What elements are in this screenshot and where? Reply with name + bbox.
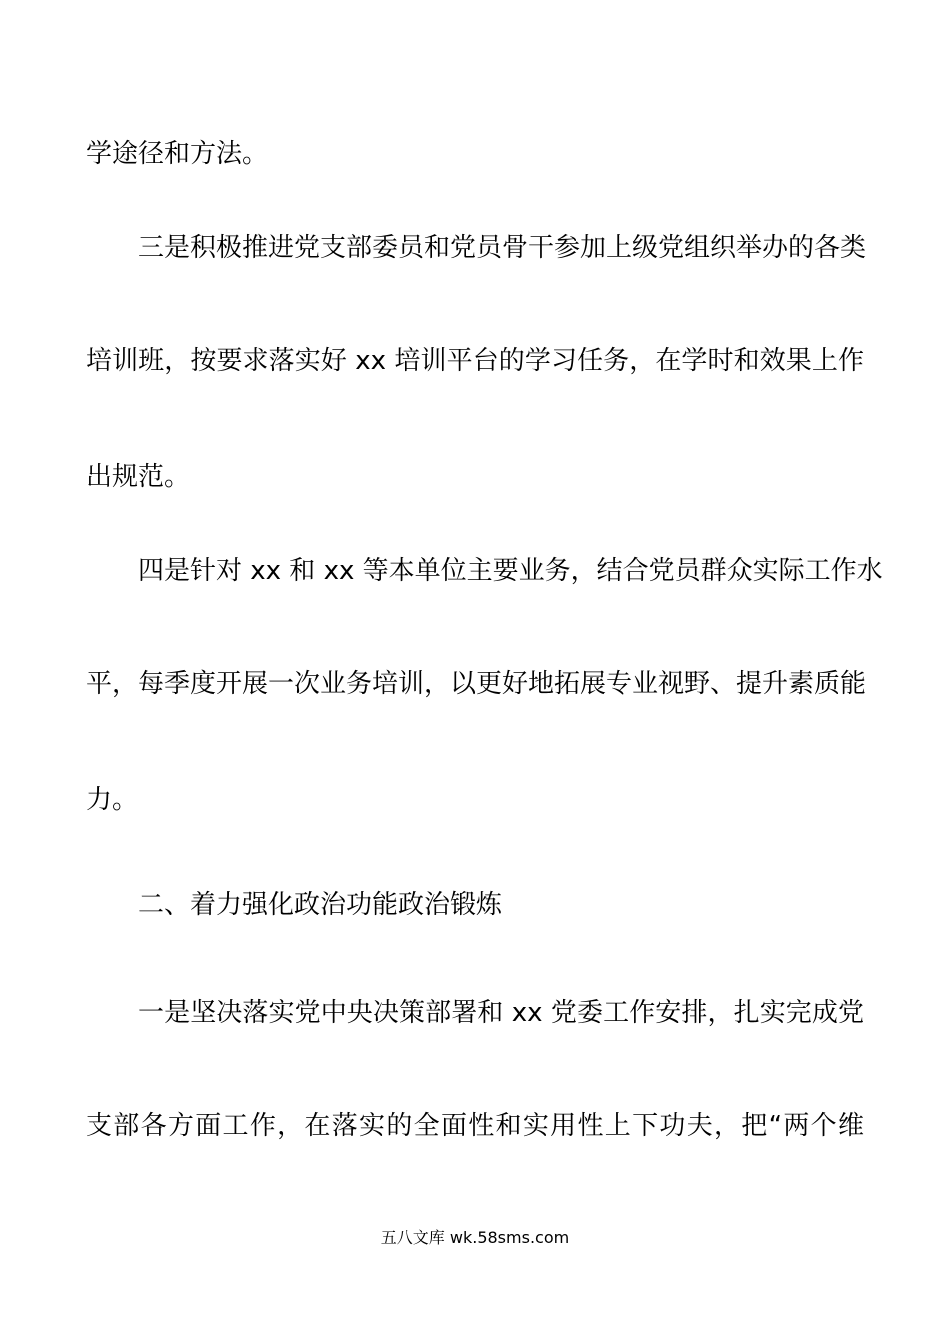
page-footer: 五八文库 wk.58sms.com: [380, 1228, 570, 1247]
paragraph-line: 四是针对 xx 和 xx 等本单位主要业务，结合党员群众实际工作水: [138, 556, 883, 586]
paragraph-line: 力。: [86, 785, 139, 815]
paragraph-line: 三是积极推进党支部委员和党员骨干参加上级党组织举办的各类: [138, 233, 867, 263]
section-heading: 二、着力强化政治功能政治锻炼: [138, 890, 503, 920]
paragraph-line: 培训班，按要求落实好 xx 培训平台的学习任务，在学时和效果上作: [86, 346, 864, 376]
paragraph-line: 出规范。: [86, 462, 191, 492]
paragraph-line: 支部各方面工作，在落实的全面性和实用性上下功夫，把“两个维: [86, 1111, 864, 1141]
paragraph-line: 平，每季度开展一次业务培训，以更好地拓展专业视野、提升素质能: [86, 669, 867, 699]
paragraph-line: 一是坚决落实党中央决策部署和 xx 党委工作安排，扎实完成党: [138, 998, 864, 1028]
paragraph-line: 学途径和方法。: [86, 139, 269, 169]
